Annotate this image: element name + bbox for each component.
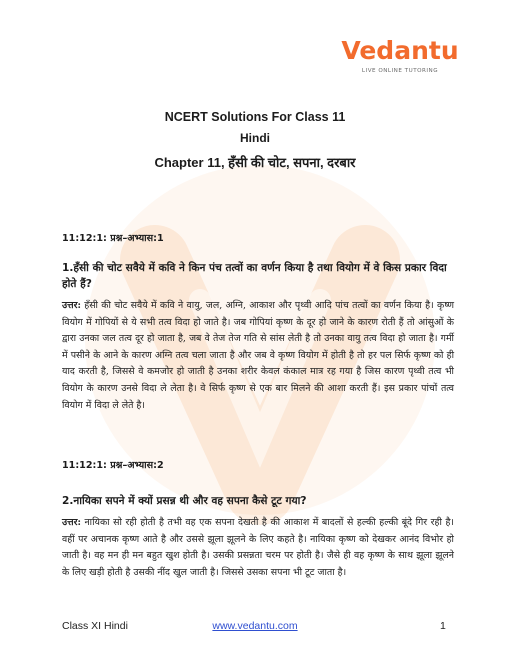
logo-tagline: LIVE ONLINE TUTORING: [361, 68, 439, 74]
page-number: 1: [440, 620, 446, 632]
answer-paragraph: [62, 298, 454, 414]
footer-class-label: Class XI Hindi: [62, 620, 128, 632]
answer-text: नायिका सो रही होती है तभी वह एक सपना देखती है की आकाश में बादलों से हल्की हल्की बूंदे गिर रही है। वहीं पर अचानक कृष्ण आते है और उससे झूला झूलने के लिए कहते है। नायिका कृष्ण को देखकर आनंद विभोर हो जाती है। वह मन ही मन बहुत खुश होती है। उसकी प्रसन्नता चरम पर होती है। जैसे ही वह कृष्ण के साथ झूला झूलने के लिए खड़ी होती है उसकी नींद खुल जाती है। जिससे उसका सपना भी टूट जाता है।: [62, 517, 454, 578]
logo-wordmark: Vedantu: [341, 36, 459, 65]
doc-subject: Hindi: [240, 131, 270, 145]
question-title: 1.हँसी की चोट सवैये में कवि ने किन पंच तत्वों का वर्णन किया है तथा वियोग में वे किस प्रकार विदा होते हैं?: [62, 262, 447, 290]
answer-key: उत्तर:: [62, 517, 81, 528]
answer-paragraph: [62, 515, 454, 581]
vedantu-logo: [340, 36, 460, 84]
section-label: 11:12:1: प्रश्न–अभ्यास:2: [62, 460, 164, 471]
section-label: 11:12:1: प्रश्न–अभ्यास:1: [62, 233, 164, 244]
question-title: 2.नायिका सपने में क्यों प्रसन्न थी और वह सपना कैसे टूट गया?: [62, 495, 307, 507]
doc-chapter: Chapter 11, हँसी की चोट, सपना, दरबार: [154, 155, 356, 170]
footer-website-link[interactable]: www.vedantu.com: [212, 620, 298, 632]
answer-key: उत्तर:: [62, 300, 81, 311]
doc-title: NCERT Solutions For Class 11: [164, 110, 346, 124]
answer-text: हँसी की चोट सवैये में कवि ने वायु, जल, अग्नि, आकाश और पृथ्वी आदि पांच तत्वों का वर्णन किया है। कृष्ण वियोग में गोपियों से ये सभी तत्व विदा हो जाते है। जब गोपियां कृष्ण के दूर हो जाने के कारण रोती हैं तो आंसुओं के द्वारा उनका जल तत्व दूर हो जाता है, जब वे तेज तेज गति से सांस लेती है तो उनका वायु तत्व विदा हो जाता है। गर्मी में पसीने के आने के कारण अग्नि तत्व चला जाता है और जब वे कृष्ण वियोग में होती है तो हर पल सिर्फ कृष्ण को ही याद करती है, जिससे वे कमजोर हो जाती है उनका शरीर केवल कंकाल मात्र रह गया है जिस कारण पृथ्वी तत्व भी वियोग के कारण उनसे विदा ले लेता है। वे सिर्फ कृष्ण से एक बार मिलने की आशा करती हैं। इस प्रकार पांचों तत्व वियोग में विदा ले लेते है।: [62, 300, 454, 411]
